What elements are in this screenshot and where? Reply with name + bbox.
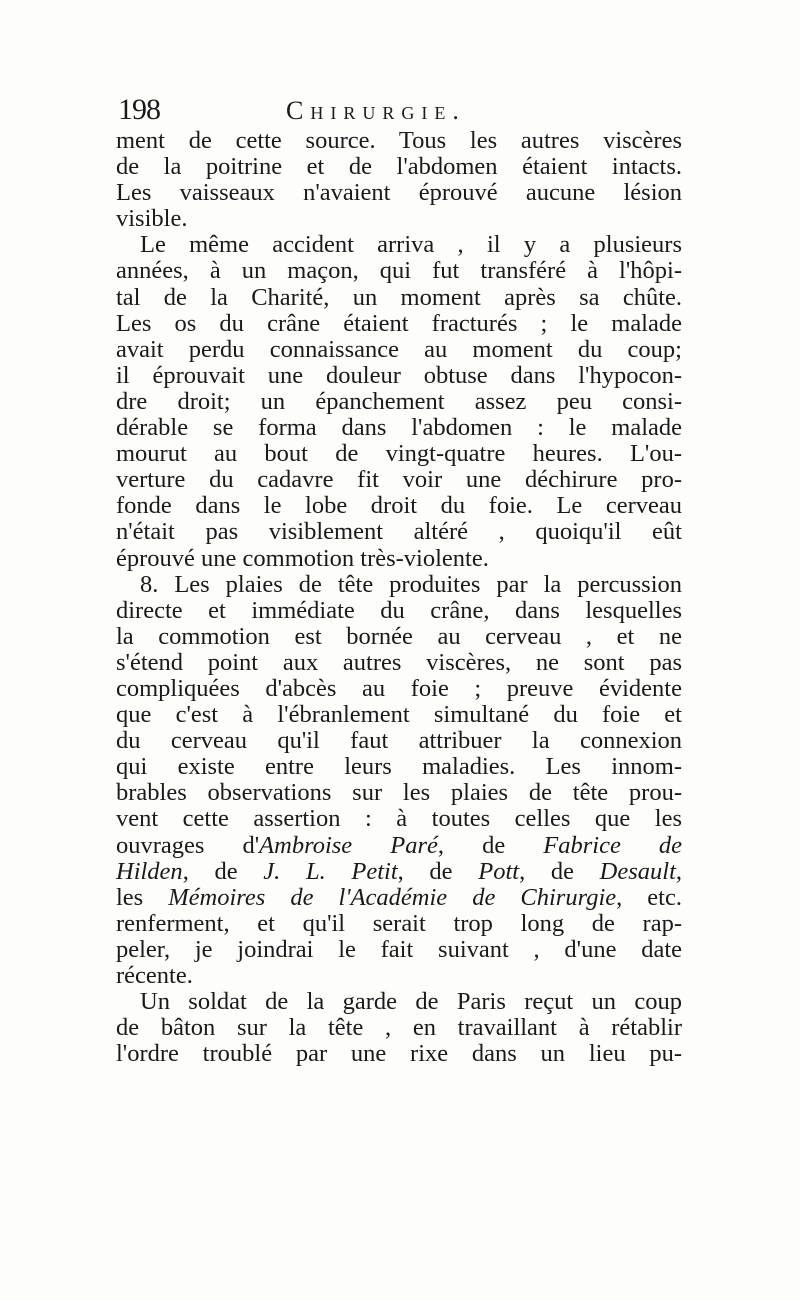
italic-span: Mémoires de l'Académie de Chirurgie <box>168 883 617 911</box>
running-head: Chirurgie. <box>286 96 466 125</box>
text-line: Les os du crâne étaient fracturés ; le malade <box>116 309 682 337</box>
text-line: du cerveau qu'il faut attribuer la connexion <box>116 727 682 755</box>
text-line: ment de cette source. Tous les autres viscères <box>116 127 682 154</box>
text-span: , de <box>182 857 264 885</box>
text-line: il éprouvait une douleur obtuse dans l'hypocon- <box>116 361 682 389</box>
text-line: qui existe entre leurs maladies. Les innom- <box>116 753 682 781</box>
text-line <box>116 833 682 859</box>
text-line: de la poitrine et de l'abdomen étaient intacts. <box>116 153 682 181</box>
text-span: ouvrages d' <box>116 831 260 859</box>
text-line: brables observations sur les plaies de tête prou- <box>116 779 682 807</box>
text-line: s'étend point aux autres viscères, ne sont pas <box>116 648 682 676</box>
text-line: récente. <box>116 962 193 989</box>
text-line: que c'est à l'ébranlement simultané du foie et <box>116 701 682 729</box>
text-line: tal de la Charité, un moment après sa chûte. <box>116 283 682 311</box>
text-line: avait perdu connaissance au moment du coup; <box>116 335 682 363</box>
text-line: la commotion est bornée au cerveau , et ne <box>116 622 682 650</box>
text-line: années, à un maçon, qui fut transféré à l'hôpi- <box>116 257 682 285</box>
text-line <box>116 885 682 911</box>
italic-span: Fabrice de <box>543 831 683 859</box>
text-span: les <box>116 883 169 911</box>
text-span: , etc. <box>616 883 682 911</box>
text-span: , de <box>397 857 479 885</box>
text-span: , de <box>519 857 600 885</box>
text-line: Les vaisseaux n'avaient éprouvé aucune lésion <box>116 179 682 207</box>
text-line <box>116 859 682 885</box>
italic-span: Ambroise Paré <box>259 831 438 859</box>
body-text <box>116 128 682 1067</box>
italic-span: Desault <box>599 857 676 885</box>
text-line: 8. Les plaies de tête produites par la percussion <box>140 570 682 598</box>
text-line: peler, je joindrai le fait suivant , d'une date <box>116 935 682 963</box>
text-line: fonde dans le lobe droit du foie. Le cerveau <box>116 492 682 520</box>
text-line: l'ordre troublé par une rixe dans un lieu pu- <box>116 1040 682 1068</box>
page-number: 198 <box>118 93 160 126</box>
page-header <box>118 92 680 128</box>
italic-span: Hilden <box>116 857 183 885</box>
text-line: de bâton sur la tête , en travaillant à rétablir <box>116 1014 682 1042</box>
text-line: directe et immédiate du crâne, dans lesquelles <box>116 596 682 624</box>
text-line: mourut au bout de vingt-quatre heures. L'ou- <box>116 440 682 468</box>
text-line: Un soldat de la garde de Paris reçut un coup <box>140 988 682 1016</box>
text-line: visible. <box>116 205 188 233</box>
text-line: Le même accident arriva , il y a plusieurs <box>140 231 682 259</box>
text-line: verture du cadavre fit voir une déchirure pro- <box>116 466 682 494</box>
text-line: dérable se forma dans l'abdomen : le malade <box>116 414 682 442</box>
italic-span: J. L. Petit <box>263 857 398 885</box>
text-line: vent cette assertion : à toutes celles que les <box>116 805 682 833</box>
text-line: dre droit; un épanchement assez peu consi- <box>116 387 682 415</box>
text-span: , de <box>437 831 544 859</box>
text-line: renferment, et qu'il serait trop long de rap- <box>116 909 682 937</box>
text-line: compliquées d'abcès au foie ; preuve évidente <box>116 674 682 702</box>
text-line: n'était pas visiblement altéré , quoiqu'il eût <box>116 518 682 546</box>
text-span: , <box>675 857 683 885</box>
text-line: éprouvé une commotion très-violente. <box>116 544 489 572</box>
italic-span: Pott <box>478 857 520 885</box>
